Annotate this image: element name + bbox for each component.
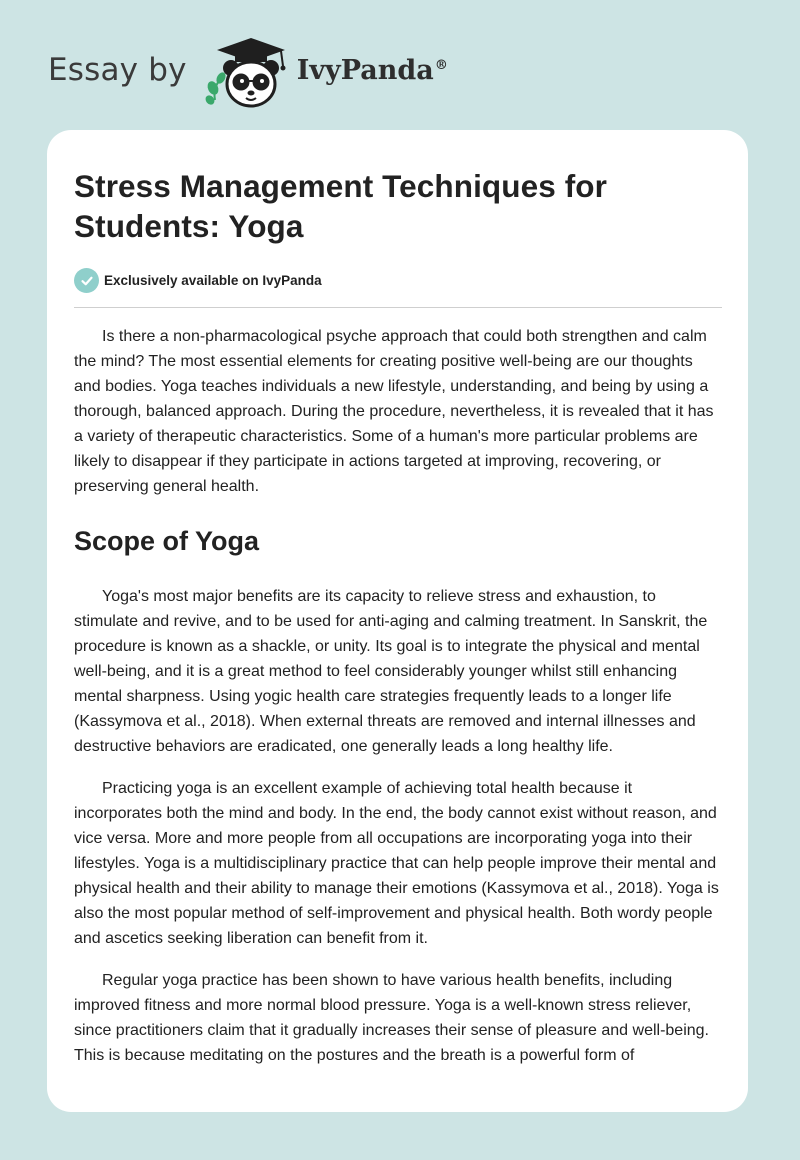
essay-card: [47, 130, 748, 1112]
brand-name: [297, 55, 448, 86]
exclusive-badge-label: Exclusively available on IvyPanda: [104, 273, 322, 288]
check-circle-icon: [74, 268, 99, 293]
body-paragraph: Regular yoga practice has been shown to have various health benefits, including improved fitness and more normal blood pressure. Yoga is a well-known stress reliever, since practitioners claim that it gradually increases their sense of pleasure and well-being. This is because meditating on the postures and the breath is a powerful form of: [74, 972, 709, 1064]
body-paragraph: Practicing yoga is an excellent example of achieving total health because it incorporates both the mind and body. In the end, the body cannot exist without reason, and vice versa. More and more people from all occupations are incorporating yoga into their lifestyles. Yoga is a multidisciplinary practice that can help people improve their mental and physical health and their ability to manage their emotions (Kassymova et al., 2018). Yoga is also the most popular method of self-improvement and physical health. Both wordy people and ascetics seeking liberation can benefit from it.: [74, 780, 719, 947]
title-divider: [74, 307, 722, 308]
brand-name-text: IvyPanda: [296, 54, 434, 86]
essay-title: Stress Management Techniques for Students: Yoga: [74, 168, 607, 244]
body-paragraph: Yoga's most major benefits are its capacity to relieve stress and exhaustion, to stimulate and revive, and to be used for anti-aging and calming treatment. In Sanskrit, the procedure is known as a shackle, or unity. Its goal is to integrate the physical and mental well-being, and it is a great method to feel considerably younger whilst still enhancing mental sharpness. Using yogic health care strategies frequently leads to a longer life (Kassymova et al., 2018). When external threats are removed and internal illnesses and destructive behaviors are eradicated, one generally leads a long healthy life.: [74, 588, 708, 755]
intro-paragraph: Is there a non-pharmacological psyche approach that could both strengthen and calm the mind? The most essential elements for creating positive well-being are our thoughts and bodies. Yoga teaches individuals a new lifestyle, understanding, and being by using a thorough, balanced approach. During the procedure, nevertheless, it is revealed that it has a variety of therapeutic characteristics. Some of a human's more particular problems are likely to disappear if they participate in actions targeted at improving, recovering, or preserving general health.: [74, 328, 714, 495]
panda-graduate-icon: [201, 30, 293, 110]
brand-header[interactable]: [48, 30, 448, 110]
essay-body: [74, 324, 722, 1068]
registered-mark: ®: [434, 57, 448, 73]
essay-by-label: Essay by: [48, 52, 187, 88]
section-heading: Scope of Yoga: [74, 526, 260, 556]
exclusive-badge: [74, 268, 722, 293]
